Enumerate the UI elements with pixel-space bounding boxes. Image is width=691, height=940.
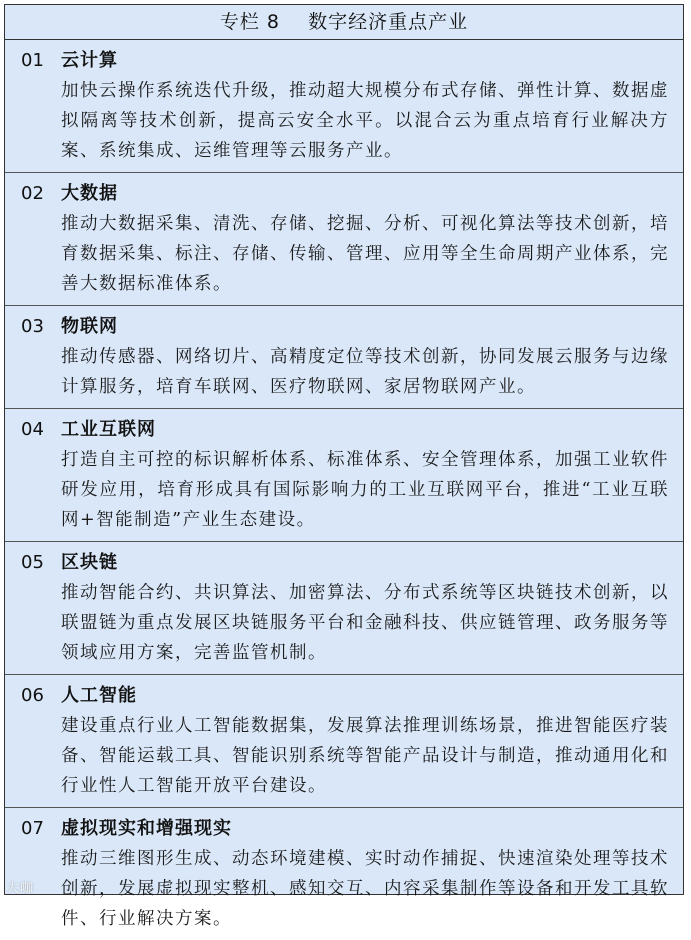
section-body: 打造自主可控的标识解析体系、标准体系、安全管理体系，加强工业软件研发应用，培育形成具有国际影响力的工业互联网平台，推进“工业互联网+智能制造”产业生态建设。 bbox=[61, 450, 669, 530]
section-number: 01 bbox=[21, 50, 44, 71]
section-number: 04 bbox=[21, 419, 44, 440]
section-heading bbox=[21, 681, 669, 711]
section-heading bbox=[21, 814, 669, 844]
section-title: 虚拟现实和增强现实 bbox=[61, 818, 232, 839]
section-big-data bbox=[5, 173, 683, 306]
section-body: 推动大数据采集、清洗、存储、挖掘、分析、可视化算法等技术创新，培育数据采集、标注、存储、传输、管理、应用等全生命周期产业体系，完善大数据标准体系。 bbox=[61, 214, 669, 294]
section-iot bbox=[5, 306, 683, 409]
section-number: 02 bbox=[21, 183, 44, 204]
section-heading bbox=[21, 548, 669, 578]
feature-column-box bbox=[4, 4, 684, 929]
section-title: 物联网 bbox=[61, 316, 118, 337]
section-vr-ar bbox=[5, 808, 683, 940]
section-cloud-computing bbox=[5, 40, 683, 173]
section-body: 推动智能合约、共识算法、加密算法、分布式系统等区块链技术创新，以联盟链为重点发展区块链服务平台和金融科技、供应链管理、政务服务等领域应用方案，完善监管机制。 bbox=[61, 583, 669, 663]
section-heading bbox=[21, 415, 669, 445]
section-heading bbox=[21, 179, 669, 209]
section-title: 人工智能 bbox=[61, 685, 137, 706]
section-heading bbox=[21, 46, 669, 76]
column-title: 专栏 8 数字经济重点产业 bbox=[5, 5, 683, 40]
section-number: 07 bbox=[21, 818, 44, 839]
section-number: 05 bbox=[21, 552, 44, 573]
section-body: 推动三维图形生成、动态环境建模、实时动作捕捉、快速渲染处理等技术创新，发展虚拟现实整机、感知交互、内容采集制作等设备和开发工具软件、行业解决方案。 bbox=[61, 849, 669, 929]
section-industrial-internet bbox=[5, 409, 683, 542]
section-body: 推动传感器、网络切片、高精度定位等技术创新，协同发展云服务与边缘计算服务，培育车联网、医疗物联网、家居物联网产业。 bbox=[61, 347, 669, 397]
section-title: 大数据 bbox=[61, 183, 118, 204]
section-number: 06 bbox=[21, 685, 44, 706]
watermark-logo: 大咖 bbox=[6, 881, 35, 896]
section-title: 工业互联网 bbox=[61, 419, 156, 440]
section-blockchain bbox=[5, 542, 683, 675]
section-body: 建设重点行业人工智能数据集，发展算法推理训练场景，推进智能医疗装备、智能运载工具、智能识别系统等智能产品设计与制造，推动通用化和行业性人工智能开放平台建设。 bbox=[61, 716, 669, 796]
section-title: 云计算 bbox=[61, 50, 118, 71]
section-artificial-intelligence bbox=[5, 675, 683, 808]
section-heading bbox=[21, 312, 669, 342]
section-body: 加快云操作系统迭代升级，推动超大规模分布式存储、弹性计算、数据虚拟隔离等技术创新，提高云安全水平。以混合云为重点培育行业解决方案、系统集成、运维管理等云服务产业。 bbox=[61, 81, 669, 161]
section-number: 03 bbox=[21, 316, 44, 337]
section-title: 区块链 bbox=[61, 552, 118, 573]
